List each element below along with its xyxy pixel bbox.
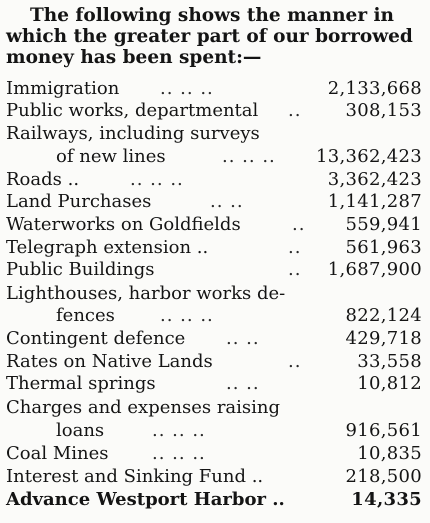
item-label: Interest and Sinking Fund ..: [6, 466, 264, 487]
item-amount: 3,362,423: [327, 169, 422, 190]
leader-dots: .. .. ..: [160, 78, 214, 99]
ledger-row-rates-native-lands: [0, 351, 430, 373]
leader-dots: .. .. ..: [152, 420, 206, 441]
item-amount: 561,963: [345, 237, 422, 258]
item-amount: 33,558: [357, 351, 422, 372]
item-label: Lighthouses, harbor works de-: [6, 283, 286, 304]
ledger-row-westport-harbor: [0, 489, 430, 511]
item-label: loans: [56, 420, 105, 441]
item-amount: 2,133,668: [327, 78, 422, 99]
item-label: fences: [56, 305, 115, 326]
item-amount: 429,718: [345, 328, 422, 349]
ledger-row-charges-expenses: [0, 397, 430, 419]
leader-dots: .. .. ..: [152, 443, 206, 464]
item-label: Telegraph extension ..: [6, 237, 209, 258]
item-amount: 13,362,423: [315, 146, 422, 167]
item-label: Waterworks on Goldfields: [6, 214, 241, 235]
ledger-row-waterworks: [0, 214, 430, 236]
item-label: Rates on Native Lands: [6, 351, 213, 372]
item-label: Contingent defence: [6, 328, 186, 349]
ledger-row-roads: [0, 169, 430, 191]
leader-dots: .. .. ..: [160, 305, 214, 326]
leader-dots: ..: [288, 100, 302, 121]
leader-dots: ..: [288, 237, 302, 258]
ledger-row-land-purchases: [0, 191, 430, 213]
ledger-row-coal-mines: [0, 443, 430, 465]
item-amount: 822,124: [345, 305, 422, 326]
ledger-row-new-lines: [0, 146, 430, 168]
ledger-row-contingent-defence: [0, 328, 430, 350]
item-amount: 559,941: [345, 214, 422, 235]
item-label: Land Purchases: [6, 191, 152, 212]
ledger-row-public-buildings: [0, 259, 430, 281]
item-label: of new lines: [56, 146, 166, 167]
ledger-row-lighthouses: [0, 283, 430, 305]
ledger-row-thermal-springs: [0, 373, 430, 395]
item-label: Coal Mines: [6, 443, 109, 464]
item-amount: 308,153: [345, 100, 422, 121]
intro-line-2: which the greater part of our borrowed: [6, 26, 413, 47]
item-label: Thermal springs: [6, 373, 156, 394]
leader-dots: .. .. ..: [222, 146, 276, 167]
item-amount: 1,687,900: [327, 259, 422, 280]
item-label: Public Buildings: [6, 259, 155, 280]
leader-dots: ..: [292, 214, 306, 235]
leader-dots: .. ..: [210, 191, 244, 212]
item-amount: 10,835: [357, 443, 422, 464]
leader-dots: ..: [288, 259, 302, 280]
item-amount: 218,500: [345, 466, 422, 487]
item-label: Roads ..: [6, 169, 80, 190]
item-label: Public works, departmental: [6, 100, 259, 121]
ledger-row-immigration: [0, 78, 430, 100]
ledger-row-railways: [0, 123, 430, 145]
item-amount: 916,561: [345, 420, 422, 441]
ledger-row-interest-sinking-fund: [0, 466, 430, 488]
leader-dots: .. .. ..: [130, 169, 184, 190]
ledger-row-telegraph: [0, 237, 430, 259]
ledger-row-loans: [0, 420, 430, 442]
item-amount: 1,141,287: [327, 191, 422, 212]
intro-line-3: money has been spent:—: [6, 47, 262, 68]
item-label: Charges and expenses raising: [6, 397, 281, 418]
leader-dots: ..: [288, 351, 302, 372]
ledger-row-fences: [0, 305, 430, 327]
item-label: Railways, including surveys: [6, 123, 260, 144]
leader-dots: .. ..: [226, 373, 260, 394]
item-amount: 14,335: [351, 489, 422, 510]
ledger-row-public-works: [0, 100, 430, 122]
item-label: Immigration: [6, 78, 120, 99]
item-amount: 10,812: [357, 373, 422, 394]
intro-line-1: The following shows the manner in: [30, 5, 394, 26]
leader-dots: .. ..: [226, 328, 260, 349]
item-label: Advance Westport Harbor ..: [6, 489, 285, 510]
